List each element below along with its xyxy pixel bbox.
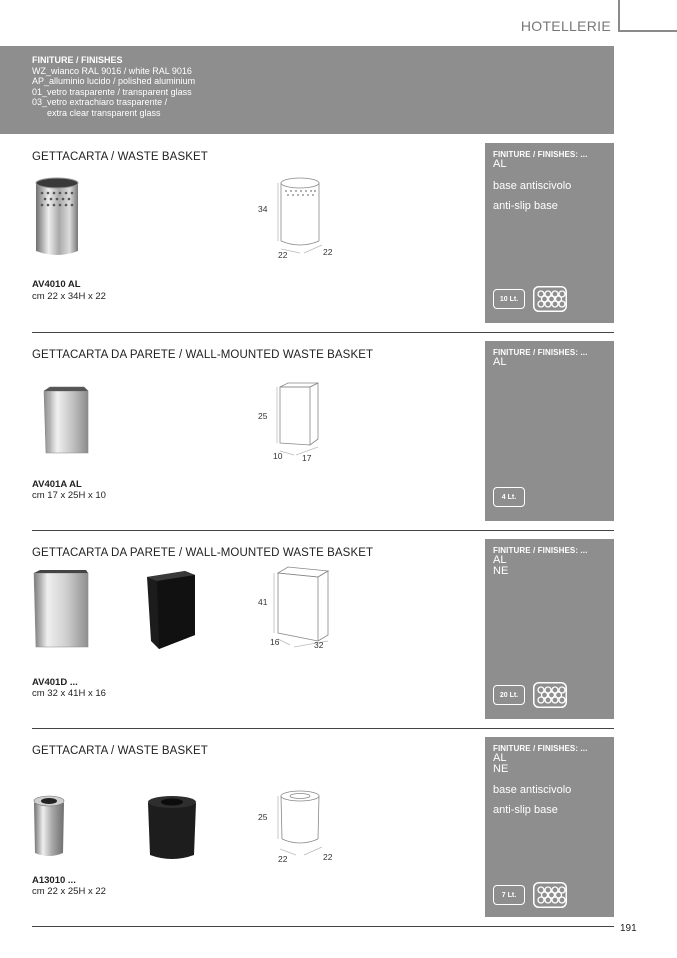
section-divider <box>32 728 614 729</box>
note-english: anti-slip base <box>493 804 558 816</box>
product-dimensions: cm 22 x 25H x 22 <box>32 886 106 897</box>
product-av401a <box>0 341 677 531</box>
section-divider <box>32 530 614 531</box>
dimension-height: 34 <box>258 204 268 214</box>
dimension-width: 22 <box>323 247 333 257</box>
dimension-width: 32 <box>314 640 324 650</box>
anti-slip-base-icon <box>533 682 567 708</box>
product-photo <box>32 175 82 259</box>
anti-slip-base-icon <box>533 286 567 312</box>
panel-heading: FINITURE / FINISHES: ... <box>493 348 588 357</box>
product-dimensions: cm 22 x 34H x 22 <box>32 291 106 302</box>
finish-line: 01_vetro trasparente / transparent glass <box>32 86 192 97</box>
dimension-depth: 16 <box>270 637 280 647</box>
product-photo-steel <box>32 793 66 859</box>
product-title: GETTACARTA / WASTE BASKET <box>32 151 208 163</box>
capacity-badge: 4 Lt. <box>493 487 525 507</box>
finish-code: AL <box>493 554 507 566</box>
product-av4010 <box>0 143 677 333</box>
note-italian: base antiscivolo <box>493 180 572 192</box>
finish-line: AP_alluminio lucido / polished aluminium <box>32 76 196 86</box>
finishes-panel <box>485 539 614 719</box>
product-title: GETTACARTA DA PARETE / WALL-MOUNTED WASTE BASKET <box>32 349 374 361</box>
product-dimensions: cm 17 x 25H x 10 <box>32 490 106 501</box>
dimension-width: 17 <box>302 453 312 463</box>
capacity-badge: 10 Lt. <box>493 289 525 309</box>
finishes-panel <box>485 341 614 521</box>
product-title: GETTACARTA / WASTE BASKET <box>32 745 208 757</box>
finish-code: AL <box>493 356 507 368</box>
finish-line: WZ_wianco RAL 9016 / white RAL 9016 <box>32 65 192 76</box>
panel-heading: FINITURE / FINISHES: ... <box>493 744 588 753</box>
finishes-banner <box>0 46 614 134</box>
technical-drawing <box>272 173 342 255</box>
product-code: A13010 ... <box>32 875 76 886</box>
finishes-title: FINITURE / FINISHES <box>32 55 123 65</box>
capacity-badge: 20 Lt. <box>493 685 525 705</box>
header-corner-decoration <box>618 0 677 32</box>
dimension-depth: 10 <box>273 451 283 461</box>
finish-line: 03_vetro extrachiaro trasparente / <box>32 97 168 107</box>
dimension-width: 22 <box>323 852 333 862</box>
product-a13010 <box>0 737 677 927</box>
section-title: HOTELLERIE <box>520 18 611 34</box>
finish-code: AL <box>493 752 507 764</box>
technical-drawing <box>274 381 324 461</box>
finishes-panel <box>485 737 614 917</box>
finishes-panel <box>485 143 614 323</box>
dimension-height: 25 <box>258 411 268 421</box>
dimension-depth: 22 <box>278 250 288 260</box>
product-dimensions: cm 32 x 41H x 16 <box>32 688 106 699</box>
panel-heading: FINITURE / FINISHES: ... <box>493 150 588 159</box>
product-photo-steel <box>32 569 90 649</box>
finish-code: NE <box>493 565 509 577</box>
note-english: anti-slip base <box>493 200 558 212</box>
product-av401d <box>0 539 677 729</box>
anti-slip-base-icon <box>533 882 567 908</box>
capacity-badge: 7 Lt. <box>493 885 525 905</box>
finish-line: extra clear transparent glass <box>47 107 161 118</box>
note-italian: base antiscivolo <box>493 784 572 796</box>
dimension-height: 25 <box>258 812 268 822</box>
dimension-height: 41 <box>258 597 268 607</box>
product-code: AV401D ... <box>32 677 78 688</box>
dimension-depth: 22 <box>278 854 288 864</box>
product-photo-black <box>145 569 197 649</box>
section-divider <box>32 926 614 927</box>
technical-drawing <box>272 565 338 655</box>
product-code: AV4010 AL <box>32 279 81 290</box>
product-photo <box>40 385 92 455</box>
product-photo-black <box>145 793 199 861</box>
finish-code: AL <box>493 158 507 170</box>
product-code: AV401A AL <box>32 479 82 490</box>
page-number: 191 <box>620 923 637 934</box>
product-title: GETTACARTA DA PARETE / WALL-MOUNTED WASTE BASKET <box>32 547 374 559</box>
finish-code: NE <box>493 763 509 775</box>
section-divider <box>32 332 614 333</box>
panel-heading: FINITURE / FINISHES: ... <box>493 546 588 555</box>
